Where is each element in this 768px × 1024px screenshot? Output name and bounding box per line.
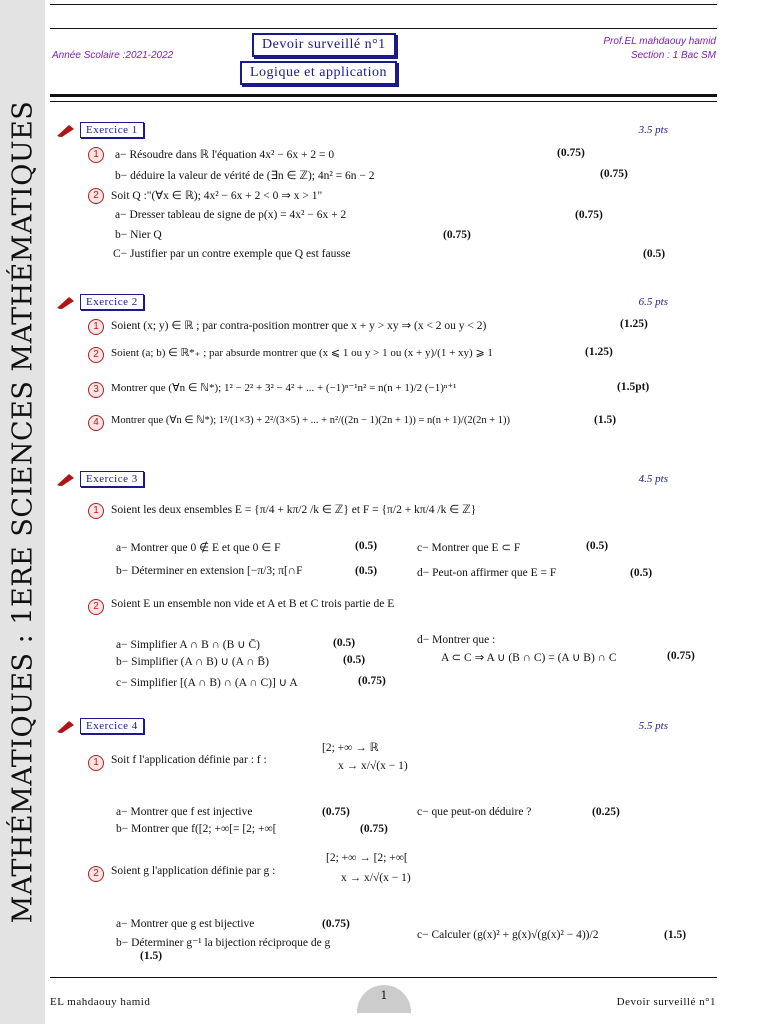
ex3-line-d: d− Peut-on affirmer que E = F: [417, 567, 557, 579]
ex2-line-4: Montrer que (∀n ∈ ℕ*); 1²/(1×3) + 2²/(3×5) + ... + n²/((2n − 1)(2n + 1)) = n(n + 1)/(2(2n + 1)): [111, 415, 510, 426]
exercise-2-points: 6.5 pts: [638, 296, 668, 308]
ex2-line-2: Soient (a; b) ∈ ℝ*₊ ; par absurde montrer que (x ⩽ 1 ou y > 1 ou (x + y)/(1 + xy) ⩾ 1: [111, 347, 493, 359]
question-number: 2: [88, 599, 104, 615]
exercise-4-label: Exercice 4: [80, 718, 144, 734]
title-2: Logique et application: [250, 65, 387, 80]
page-number: 1: [357, 985, 411, 1013]
ex4-line-2: Soient g l'application définie par g :: [111, 865, 276, 877]
ex3-points-2c: (0.75): [358, 675, 386, 687]
ex4-points-b: (0.75): [360, 823, 388, 835]
section-name: Section : 1 Bac SM: [630, 50, 716, 61]
question-number: 1: [88, 755, 104, 771]
ex4-points-c: (0.25): [592, 806, 620, 818]
ex4-points-2c: (1.5): [664, 929, 687, 941]
ex3-line-a: a− Montrer que 0 ∉ E et que 0 ∈ F: [116, 542, 281, 554]
question-number: 2: [88, 347, 104, 363]
ex2-points-2: (1.25): [585, 346, 613, 358]
ex4-f-row-1: [2; +∞ → ℝ: [322, 742, 379, 754]
header-rule-bottom-2: [50, 101, 717, 102]
ex4-line-c: c− que peut-on déduire ?: [417, 806, 532, 818]
ex4-line-2a: a− Montrer que g est bijective: [116, 918, 255, 930]
ex4-points-2a: (0.75): [322, 918, 350, 930]
ex4-line-1: Soit f l'application définie par : f :: [111, 754, 267, 766]
ex1-line-q: Soit Q :"(∀x ∈ ℝ); 4x² − 6x + 2 < 0 ⇒ x > 1": [111, 190, 323, 202]
ex3-points-a: (0.5): [355, 540, 378, 552]
title-box-1: [252, 33, 396, 57]
footer-author: EL mahdaouy hamid: [50, 996, 151, 1008]
exercise-3-points: 4.5 pts: [638, 473, 668, 485]
ex2-points-1: (1.25): [620, 318, 648, 330]
ex3-points-b: (0.5): [355, 565, 378, 577]
ex2-points-4: (1.5): [594, 414, 617, 426]
ex4-g-row-1: [2; +∞ → [2; +∞[: [326, 852, 408, 864]
prof-name: Prof.EL mahdaouy hamid: [603, 36, 716, 47]
ex3-points-2d: (0.75): [667, 650, 695, 662]
ex1-points-2b: (0.75): [443, 229, 471, 241]
question-number: 4: [88, 415, 104, 431]
exercise-3-label: Exercice 3: [80, 471, 144, 487]
ex1-line-a: a− Résoudre dans ℝ l'équation 4x² − 6x + 2 = 0: [115, 149, 335, 161]
ex4-points-2b: (1.5): [140, 950, 163, 962]
side-title: MATHÉMATIQUES : 1ERE SCIENCES MATHÉMATIQUES: [7, 100, 39, 924]
pen-icon: [55, 718, 77, 734]
ex1-line-2a: a− Dresser tableau de signe de p(x) = 4x² − 6x + 2: [115, 209, 347, 221]
ex1-points-2a: (0.75): [575, 209, 603, 221]
ex1-line-b: b− déduire la valeur de vérité de (∃n ∈ ℤ); 4n² = 6n − 2: [115, 170, 375, 182]
ex1-points-2c: (0.5): [643, 248, 666, 260]
title-1: Devoir surveillé n°1: [262, 37, 386, 52]
ex3-line-2a: a− Simplifier A ∩ B ∩ (B ∪ C̄): [116, 639, 260, 651]
question-number: 1: [88, 503, 104, 519]
ex4-line-2b: b− Déterminer g⁻¹ la bijection réciproque de g: [116, 937, 331, 949]
ex1-points-a: (0.75): [557, 147, 585, 159]
exercise-4-points: 5.5 pts: [638, 720, 668, 732]
ex2-points-3: (1.5pt): [617, 381, 650, 393]
ex1-line-2b: b− Nier Q: [115, 229, 162, 241]
ex3-line-1: Soient les deux ensembles E = {π/4 + kπ/2 /k ∈ ℤ} et F = {π/2 + kπ/4 /k ∈ ℤ}: [111, 504, 477, 516]
pen-icon: [55, 294, 77, 310]
ex2-line-1: Soient (x; y) ∈ ℝ ; par contra-position montrer que x + y > xy ⇒ (x < 2 ou y < 2): [111, 320, 487, 332]
footer-rule: [50, 977, 717, 978]
exercise-1-label: Exercice 1: [80, 122, 144, 138]
ex3-points-d: (0.5): [630, 567, 653, 579]
question-number: 1: [88, 319, 104, 335]
ex3-line-2b: b− Simplifier (A ∩ B) ∪ (A ∩ B̄): [116, 656, 269, 668]
exercise-2-label: Exercice 2: [80, 294, 144, 310]
pen-icon: [55, 122, 77, 138]
ex4-points-a: (0.75): [322, 806, 350, 818]
ex3-points-2b: (0.5): [343, 654, 366, 666]
ex3-points-2a: (0.5): [333, 637, 356, 649]
header-rule-bottom: [50, 94, 717, 97]
ex1-line-2c: C− Justifier par un contre exemple que Q est fausse: [113, 248, 351, 260]
header-rule-top: [50, 28, 717, 29]
ex3-line-2: Soient E un ensemble non vide et A et B et C trois partie de E: [111, 598, 395, 610]
pen-icon: [55, 471, 77, 487]
ex3-points-c: (0.5): [586, 540, 609, 552]
question-number: 1: [88, 147, 104, 163]
ex3-line-b: b− Déterminer en extension [−π/3; π[∩F: [116, 565, 303, 577]
ex4-line-2c: c− Calculer (g(x)² + g(x)√(g(x)² − 4))/2: [417, 929, 599, 941]
school-year: Année Scolaire :2021-2022: [52, 50, 174, 61]
question-number: 3: [88, 382, 104, 398]
footer-title: Devoir surveillé n°1: [616, 996, 716, 1008]
question-number: 2: [88, 188, 104, 204]
question-number: 2: [88, 866, 104, 882]
ex2-line-3: Montrer que (∀n ∈ ℕ*); 1² − 2² + 3² − 4² + ... + (−1)ⁿ⁻¹n² = n(n + 1)/2 (−1)ⁿ⁺¹: [111, 382, 457, 394]
ex4-line-b: b− Montrer que f([2; +∞[= [2; +∞[: [116, 823, 277, 835]
ex4-f-row-2: x → x/√(x − 1): [338, 760, 408, 772]
ex3-line-2d-formula: A ⊂ C ⇒ A ∪ (B ∩ C) = (A ∪ B) ∩ C: [441, 652, 617, 664]
ex3-line-2c: c− Simplifier [(A ∩ B) ∩ (A ∩ C)] ∪ A: [116, 677, 298, 689]
side-band: [0, 0, 45, 1024]
exercise-1-points: 3.5 pts: [638, 124, 668, 136]
ex1-points-b: (0.75): [600, 168, 628, 180]
ex4-g-row-2: x → x/√(x − 1): [341, 872, 411, 884]
top-rule: [50, 4, 717, 5]
ex4-line-a: a− Montrer que f est injective: [116, 806, 253, 818]
title-box-2: [240, 61, 397, 85]
ex3-line-2d: d− Montrer que :: [417, 634, 496, 646]
ex3-line-c: c− Montrer que E ⊂ F: [417, 542, 521, 554]
